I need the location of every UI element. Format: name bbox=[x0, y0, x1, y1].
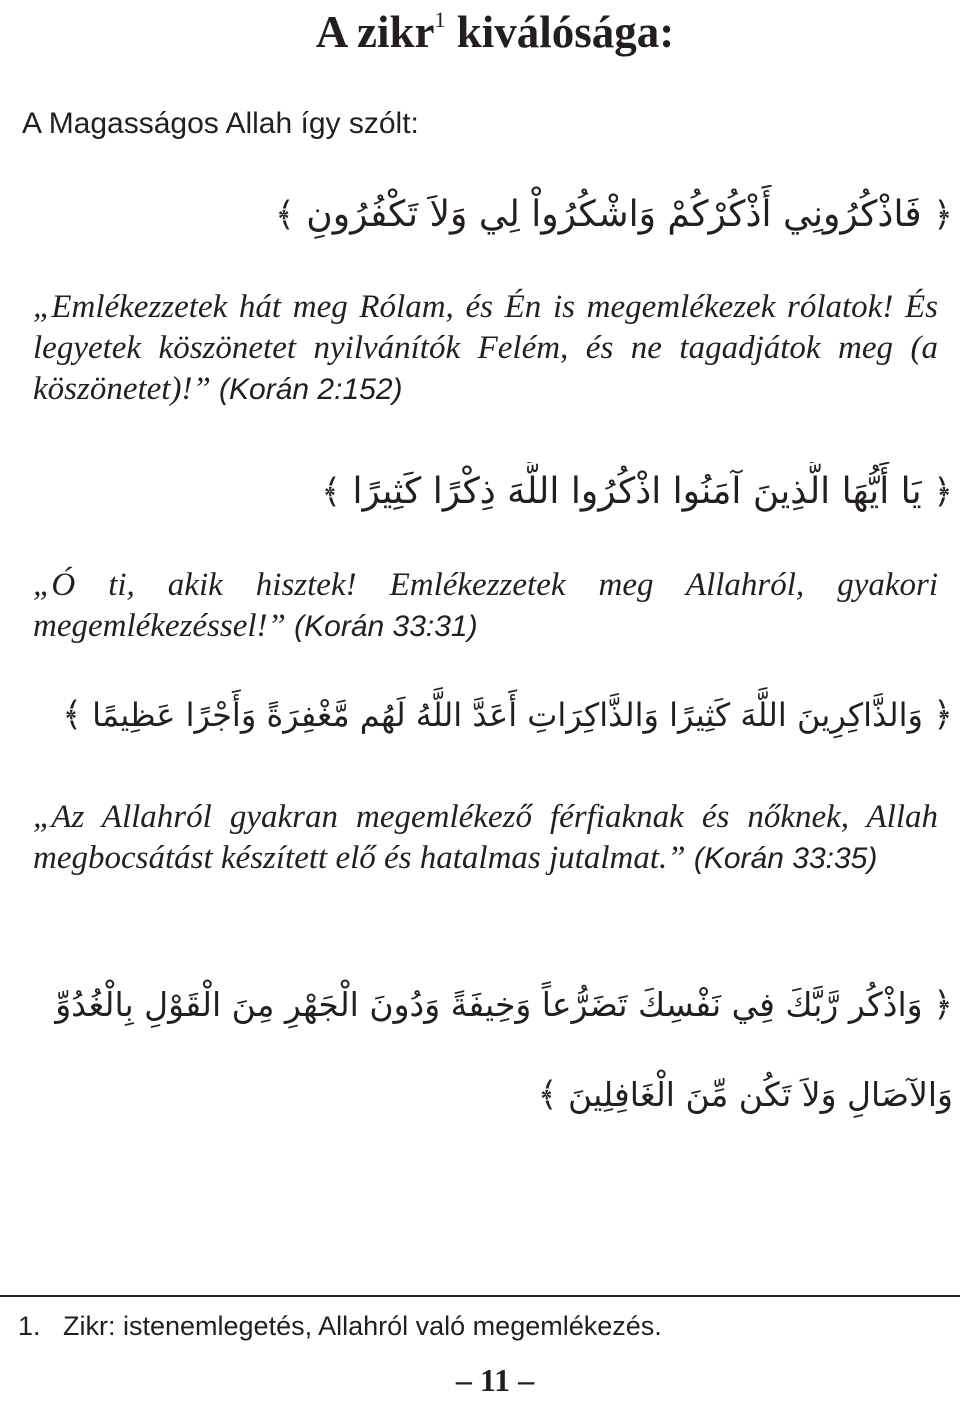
page-number: – 11 – bbox=[455, 1362, 535, 1398]
footnote-number: 1. bbox=[18, 1311, 41, 1341]
arabic-text: يَا أَيُّهَا الَّذِينَ آمَنُوا اذْكُرُوا اللَّهَ ذِكْرًا كَثِيرًا bbox=[352, 471, 922, 512]
arabic-verse-3 bbox=[18, 685, 953, 745]
translation-text: „Az Allahról gyakran megemlékező férfiaknak és nőknek, Allah megbocsátást készített elő és hatalmas jutalmat.” bbox=[33, 799, 938, 876]
bracket-close: ﴾ bbox=[62, 695, 82, 735]
bracket-close: ﴾ bbox=[537, 1075, 558, 1115]
arabic-verse-4-line-2 bbox=[18, 1065, 953, 1125]
arabic-verse-4-line-1 bbox=[18, 975, 953, 1035]
footnote-text: Zikr: istenemlegetés, Allahról való megemlékezés. bbox=[63, 1311, 662, 1341]
verse-reference: (Korán 33:35) bbox=[693, 842, 878, 875]
translation-text: „Emlékezzetek hát meg Rólam, és Én is megemlékezek rólatok! És legyetek köszönetet nyilvánítók Felém, és ne tagadjátok meg (a köszönetet)!” bbox=[33, 289, 938, 407]
footnote-divider bbox=[0, 1295, 960, 1297]
arabic-text: فَاذْكُرُونِي أَذْكُرْكُمْ وَاشْكُرُواْ لِي وَلاَ تَكْفُرُونِ bbox=[306, 194, 922, 235]
arabic-verse-2 bbox=[18, 462, 953, 522]
title-text-end: kiválósága: bbox=[445, 7, 675, 57]
translation-2 bbox=[33, 565, 938, 647]
footnote-marker: 1 bbox=[434, 7, 446, 32]
footnote bbox=[18, 1306, 662, 1346]
verse-reference: (Korán 2:152) bbox=[219, 373, 403, 406]
bracket-close: ﴾ bbox=[274, 195, 295, 235]
bracket-open: ﴿ bbox=[933, 695, 953, 735]
title-text: A zikr bbox=[315, 7, 435, 57]
arabic-text: وَالآصَالِ وَلاَ تَكُن مِّنَ الْغَافِلِينَ bbox=[568, 1075, 953, 1114]
arabic-verse-1 bbox=[18, 185, 953, 245]
translation-3 bbox=[33, 797, 938, 879]
verse-reference: (Korán 33:31) bbox=[294, 610, 478, 643]
arabic-text: وَاذْكُر رَّبَّكَ فِي نَفْسِكَ تَضَرُّعاً وَخِيفَةً وَدُونَ الْجَهْرِ مِنَ الْقَوْلِ بِالْغُدُوِّ bbox=[55, 985, 923, 1024]
arabic-text: وَالذَّاكِرِينَ اللَّهَ كَثِيرًا وَالذَّاكِرَاتِ أَعَدَّ اللَّهُ لَهُم مَّغْفِرَةً وَأَجْرًا عَظِيمًا bbox=[92, 696, 923, 734]
intro-line: A Magasságos Allah így szólt: bbox=[22, 107, 419, 140]
bracket-open: ﴿ bbox=[933, 472, 953, 512]
bracket-open: ﴿ bbox=[933, 195, 953, 235]
bracket-open: ﴿ bbox=[933, 985, 953, 1025]
bracket-close: ﴾ bbox=[321, 472, 342, 512]
translation-text: „Ó ti, akik hisztek! Emlékezzetek meg Allahról, gyakori megemlékezéssel!” bbox=[33, 567, 938, 644]
page-title bbox=[0, 2, 960, 62]
translation-1 bbox=[33, 287, 938, 410]
